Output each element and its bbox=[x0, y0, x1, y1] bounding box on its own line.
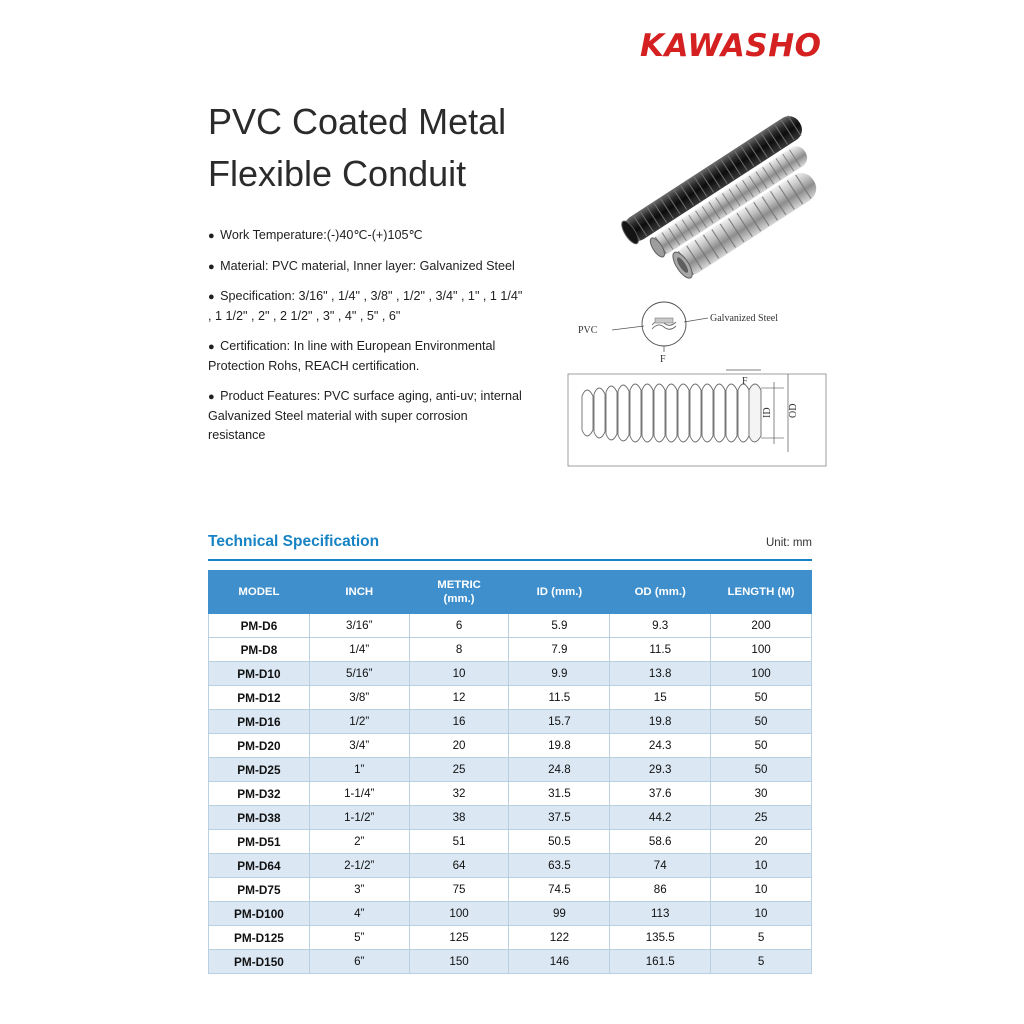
list-item bbox=[208, 287, 526, 326]
cell-inch: 1/2” bbox=[309, 710, 409, 734]
table-row bbox=[209, 758, 812, 782]
cross-section-diagram bbox=[556, 300, 846, 480]
page-title-line2: Flexible Conduit bbox=[208, 153, 467, 195]
cell-od: 24.3 bbox=[610, 734, 711, 758]
page-title bbox=[208, 96, 628, 200]
cell-inch: 3/8” bbox=[309, 686, 409, 710]
brand-logo: KAWASHO bbox=[640, 28, 822, 64]
bullet-dot-icon: ● bbox=[208, 260, 215, 273]
cell-od: 9.3 bbox=[610, 614, 711, 638]
table-row bbox=[209, 710, 812, 734]
cell-length: 30 bbox=[711, 782, 812, 806]
cell-model: PM-D125 bbox=[209, 926, 310, 950]
cell-id: 15.7 bbox=[509, 710, 610, 734]
cell-length: 50 bbox=[711, 734, 812, 758]
col-header-length: LENGTH (M) bbox=[711, 571, 812, 614]
cell-metric: 12 bbox=[409, 686, 509, 710]
diagram-label-galvanized-steel: Galvanized Steel bbox=[710, 313, 779, 324]
cell-metric: 6 bbox=[409, 614, 509, 638]
cell-model: PM-D16 bbox=[209, 710, 310, 734]
cell-inch: 1/4” bbox=[309, 638, 409, 662]
list-item-text: Product Features: PVC surface aging, anti-uv; internal Galvanized Steel material with super corrosion resistance bbox=[208, 389, 522, 443]
cell-inch: 1-1/2” bbox=[309, 806, 409, 830]
table-header-row bbox=[209, 571, 812, 614]
table-row bbox=[209, 662, 812, 686]
cell-id: 122 bbox=[509, 926, 610, 950]
cell-length: 100 bbox=[711, 638, 812, 662]
cell-model: PM-D75 bbox=[209, 878, 310, 902]
col-header-model: MODEL bbox=[209, 571, 310, 614]
cell-model: PM-D32 bbox=[209, 782, 310, 806]
cell-od: 15 bbox=[610, 686, 711, 710]
cell-length: 10 bbox=[711, 902, 812, 926]
conduit-diagram-illustration bbox=[556, 300, 846, 480]
cell-metric: 38 bbox=[409, 806, 509, 830]
spec-unit-label: Unit: mm bbox=[766, 537, 812, 549]
cell-model: PM-D150 bbox=[209, 950, 310, 974]
cell-od: 29.3 bbox=[610, 758, 711, 782]
cell-metric: 75 bbox=[409, 878, 509, 902]
list-item-text: Work Temperature:(-)40℃-(+)105℃ bbox=[220, 228, 423, 242]
cell-model: PM-D38 bbox=[209, 806, 310, 830]
table-row bbox=[209, 902, 812, 926]
feature-list bbox=[208, 226, 526, 457]
col-header-id: ID (mm.) bbox=[509, 571, 610, 614]
cell-id: 19.8 bbox=[509, 734, 610, 758]
cell-od: 135.5 bbox=[610, 926, 711, 950]
cell-model: PM-D10 bbox=[209, 662, 310, 686]
cell-inch: 5/16” bbox=[309, 662, 409, 686]
cell-od: 13.8 bbox=[610, 662, 711, 686]
cell-metric: 25 bbox=[409, 758, 509, 782]
cell-model: PM-D64 bbox=[209, 854, 310, 878]
technical-spec-table bbox=[208, 570, 812, 974]
page-title-line1: PVC Coated Metal bbox=[208, 101, 507, 142]
cell-length: 50 bbox=[711, 686, 812, 710]
col-header-metric-line2: (mm.) bbox=[443, 593, 475, 605]
list-item-text: Material: PVC material, Inner layer: Galvanized Steel bbox=[220, 258, 515, 273]
cell-inch: 3/4” bbox=[309, 734, 409, 758]
cell-id: 146 bbox=[509, 950, 610, 974]
table-row bbox=[209, 638, 812, 662]
cell-od: 74 bbox=[610, 854, 711, 878]
diagram-label-id: ID bbox=[762, 407, 773, 418]
cell-id: 99 bbox=[509, 902, 610, 926]
diagram-label-pvc: PVC bbox=[578, 325, 598, 336]
spec-divider bbox=[208, 559, 812, 561]
cell-model: PM-D6 bbox=[209, 614, 310, 638]
table-row bbox=[209, 782, 812, 806]
table-row bbox=[209, 950, 812, 974]
cell-model: PM-D8 bbox=[209, 638, 310, 662]
cell-model: PM-D51 bbox=[209, 830, 310, 854]
bullet-dot-icon: ● bbox=[208, 230, 215, 242]
list-item bbox=[208, 337, 526, 376]
cell-od: 11.5 bbox=[610, 638, 711, 662]
diagram-label-f-top: F bbox=[660, 354, 666, 365]
table-row bbox=[209, 734, 812, 758]
cell-inch: 1-1/4” bbox=[309, 782, 409, 806]
col-header-metric-line1: METRIC bbox=[437, 578, 481, 591]
cell-length: 50 bbox=[711, 710, 812, 734]
cell-inch: 6” bbox=[309, 950, 409, 974]
cell-length: 10 bbox=[711, 854, 812, 878]
cell-model: PM-D25 bbox=[209, 758, 310, 782]
bullet-dot-icon: ● bbox=[208, 291, 215, 304]
cell-od: 86 bbox=[610, 878, 711, 902]
product-photo bbox=[600, 80, 840, 295]
cell-id: 24.8 bbox=[509, 758, 610, 782]
cell-metric: 51 bbox=[409, 830, 509, 854]
list-item-text: Certification: In line with European Environmental Protection Rohs, REACH certification. bbox=[208, 339, 496, 373]
cell-metric: 20 bbox=[409, 734, 509, 758]
cell-model: PM-D100 bbox=[209, 902, 310, 926]
cell-od: 44.2 bbox=[610, 806, 711, 830]
cell-id: 7.9 bbox=[509, 638, 610, 662]
cell-id: 31.5 bbox=[509, 782, 610, 806]
cell-inch: 1” bbox=[309, 758, 409, 782]
cell-metric: 32 bbox=[409, 782, 509, 806]
spec-header bbox=[208, 533, 812, 551]
table-row bbox=[209, 926, 812, 950]
table-row bbox=[209, 878, 812, 902]
cell-metric: 125 bbox=[409, 926, 509, 950]
cell-metric: 100 bbox=[409, 902, 509, 926]
cell-id: 63.5 bbox=[509, 854, 610, 878]
list-item bbox=[208, 257, 526, 277]
cell-od: 19.8 bbox=[610, 710, 711, 734]
cell-metric: 150 bbox=[409, 950, 509, 974]
cell-metric: 10 bbox=[409, 662, 509, 686]
cell-length: 5 bbox=[711, 950, 812, 974]
cell-inch: 5” bbox=[309, 926, 409, 950]
col-header-inch: INCH bbox=[309, 571, 409, 614]
cell-inch: 2” bbox=[309, 830, 409, 854]
cell-id: 50.5 bbox=[509, 830, 610, 854]
diagram-label-f-side: F bbox=[742, 376, 748, 387]
cell-length: 5 bbox=[711, 926, 812, 950]
list-item-text: Specification: 3/16" , 1/4" , 3/8" , 1/2" , 3/4" , 1" , 1 1/4" , 1 1/2" , 2" , 2 1/2" , 3" , 4" , 5" , 6" bbox=[208, 289, 523, 323]
cell-inch: 2-1/2” bbox=[309, 854, 409, 878]
cell-length: 25 bbox=[711, 806, 812, 830]
cell-od: 161.5 bbox=[610, 950, 711, 974]
cell-length: 10 bbox=[711, 878, 812, 902]
table-row bbox=[209, 830, 812, 854]
cell-id: 37.5 bbox=[509, 806, 610, 830]
table-row bbox=[209, 854, 812, 878]
cell-id: 11.5 bbox=[509, 686, 610, 710]
cell-metric: 8 bbox=[409, 638, 509, 662]
col-header-metric bbox=[409, 571, 509, 614]
cell-od: 37.6 bbox=[610, 782, 711, 806]
cell-length: 20 bbox=[711, 830, 812, 854]
cell-metric: 64 bbox=[409, 854, 509, 878]
cell-length: 100 bbox=[711, 662, 812, 686]
table-row bbox=[209, 614, 812, 638]
spec-section-title: Technical Specification bbox=[208, 533, 380, 550]
cell-od: 58.6 bbox=[610, 830, 711, 854]
cell-model: PM-D20 bbox=[209, 734, 310, 758]
cell-inch: 3/16” bbox=[309, 614, 409, 638]
diagram-label-od: OD bbox=[788, 403, 799, 418]
cell-id: 9.9 bbox=[509, 662, 610, 686]
table-row bbox=[209, 806, 812, 830]
cell-od: 113 bbox=[610, 902, 711, 926]
bullet-dot-icon: ● bbox=[208, 391, 215, 404]
cell-length: 200 bbox=[711, 614, 812, 638]
bullet-dot-icon: ● bbox=[208, 341, 215, 354]
cell-id: 5.9 bbox=[509, 614, 610, 638]
cell-length: 50 bbox=[711, 758, 812, 782]
list-item bbox=[208, 387, 526, 446]
list-item bbox=[208, 226, 526, 246]
cell-model: PM-D12 bbox=[209, 686, 310, 710]
cell-inch: 3” bbox=[309, 878, 409, 902]
cell-inch: 4” bbox=[309, 902, 409, 926]
cell-metric: 16 bbox=[409, 710, 509, 734]
col-header-od: OD (mm.) bbox=[610, 571, 711, 614]
table-row bbox=[209, 686, 812, 710]
cell-id: 74.5 bbox=[509, 878, 610, 902]
conduit-photo-illustration bbox=[600, 80, 840, 295]
